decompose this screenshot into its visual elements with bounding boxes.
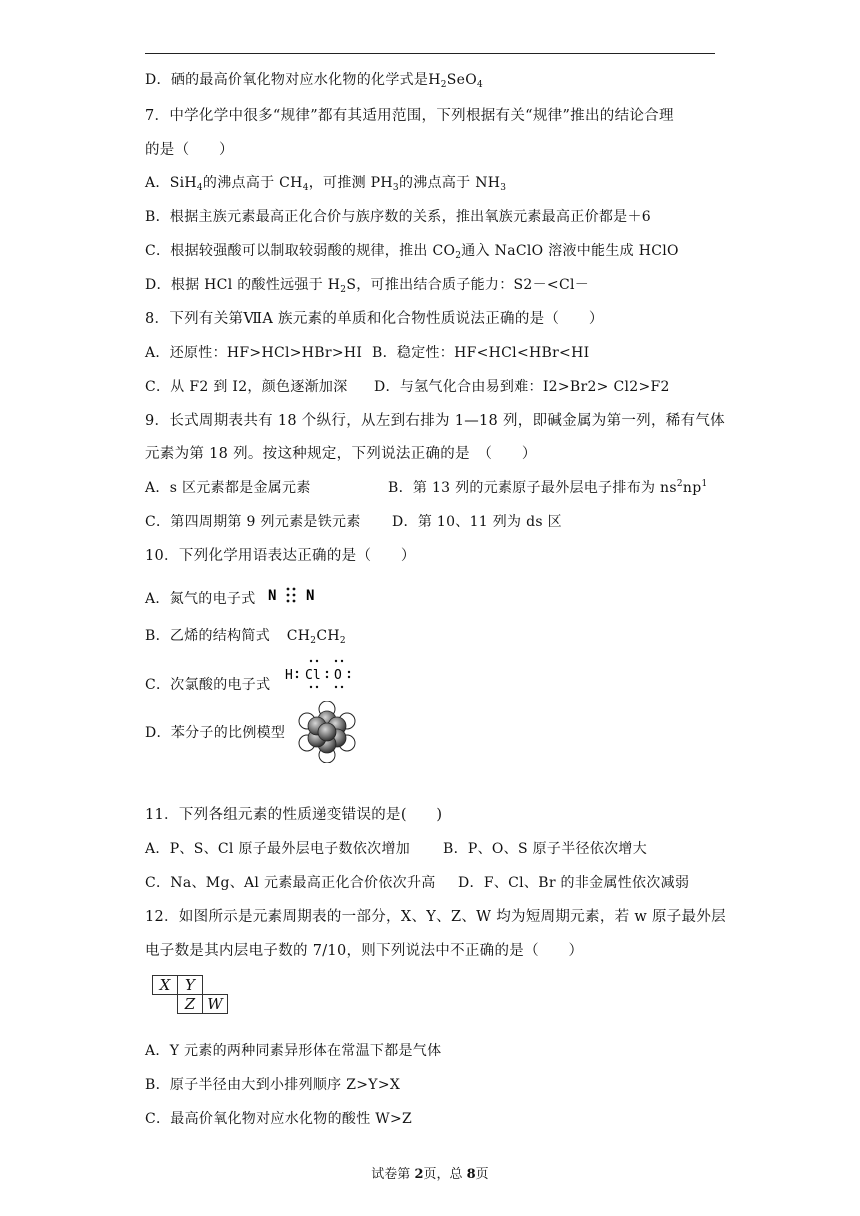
- grid-cell-empty: [203, 976, 228, 995]
- q10-option-c: C．次氯酸的电子式: [145, 677, 271, 693]
- grid-cell-empty: [153, 995, 178, 1014]
- q10-option-d: D．苯分子的比例模型: [145, 725, 286, 741]
- ethylene-formula: $CH_2CH_2$: [286, 628, 346, 646]
- q8-option-b: B．稳定性：HF<HCl<HBr<HI: [372, 345, 590, 361]
- q7-stem-line1: 7．中学化学中很多“规律”都有其适用范围，下列根据有关“规律”推出的结论合理: [145, 108, 674, 124]
- q11-option-c: C．Na、Mg、Al 元素最高正化合价依次升高: [145, 875, 436, 891]
- q8-option-a: A．还原性：HF>HCl>HBr>HI: [145, 345, 363, 361]
- q7-option-a: A．SiH$_4$的沸点高于 $CH_4$，可推测 $PH_3$的沸点高于 $NH_3$: [145, 175, 507, 193]
- q12-stem-line1: 12．如图所示是元素周期表的一部分，X、Y、Z、W 均为短周期元素，若 w 原子最外层: [145, 909, 726, 925]
- q6-option-d: D．硒的最高价氧化物对应水化物的化学式是$H_2SeO_4$: [145, 72, 484, 90]
- electron-formula-o: O: [334, 668, 342, 683]
- q7-option-c: C．根据较强酸可以制取较弱酸的规律，推出 $CO_2$通入 NaClO 溶液中能生成 HClO: [145, 243, 679, 261]
- periodic-grid: [152, 975, 228, 1014]
- grid-cell-y: Y: [178, 976, 203, 995]
- header-rule: [145, 53, 715, 54]
- q9-option-a: A．s 区元素都是金属元素: [145, 480, 311, 496]
- q10-option-b: B．乙烯的结构简式 $CH_2CH_2$: [145, 628, 346, 646]
- benzene-space-filling-model-figure: [296, 701, 358, 763]
- q12-option-b: B．原子半径由大到小排列顺序 Z>Y>X: [145, 1077, 401, 1093]
- q11-option-b: B．P、O、S 原子半径依次增大: [443, 841, 648, 857]
- q9-option-c: C．第四周期第 9 列元素是铁元素: [145, 514, 361, 530]
- q7-stem-line2: 的是（ ）: [145, 142, 234, 158]
- q11-option-d: D．F、Cl、Br 的非金属性依次减弱: [458, 875, 690, 891]
- q8-stem: 8．下列有关第ⅦA 族元素的单质和化合物性质说法正确的是（ ）: [145, 311, 604, 327]
- electron-formula-n-left: N: [268, 588, 277, 604]
- q11-option-a: A．P、S、Cl 原子最外层电子数依次增加: [145, 841, 411, 857]
- electron-formula-n-right: N: [306, 588, 315, 604]
- q9-option-b: B．第 13 列的元素原子最外层电子排布为 $ns^2np^1$: [388, 479, 708, 496]
- q12-stem-line2: 电子数是其内层电子数的 7/10，则下列说法中不正确的是（ ）: [145, 943, 584, 959]
- page-number: 2: [414, 1167, 424, 1182]
- q8-option-d: D．与氢气化合由易到难：I2>Br2> Cl2>F2: [374, 379, 670, 395]
- electron-formula-h: H: [285, 668, 293, 683]
- grid-cell-w: W: [203, 995, 228, 1014]
- q7-option-d: D．根据 HCl 的酸性远强于 $H_2S$，可推出结合质子能力：S2－<Cl－: [145, 277, 590, 295]
- page-footer: 试卷第 2页，总 8页: [371, 1167, 489, 1182]
- q9-stem-line1: 9．长式周期表共有 18 个纵行，从左到右排为 1—18 列，即碱金属为第一列，稀有气体: [145, 413, 725, 429]
- q7-option-b: B．根据主族元素最高正化合价与族序数的关系，推出氧族元素最高正价都是＋6: [145, 209, 651, 225]
- total-pages: 8: [466, 1167, 476, 1182]
- q8-option-c: C．从 F2 到 I2，颜色逐渐加深: [145, 379, 348, 395]
- periodic-table-fragment: [152, 975, 228, 1014]
- q10-option-a: A．氮气的电子式: [145, 591, 256, 607]
- q12-option-c: C．最高价氧化物对应水化物的酸性 W>Z: [145, 1111, 413, 1127]
- q9-stem-line2: 元素为第 18 列。按这种规定，下列说法正确的是 （ ）: [145, 446, 537, 462]
- nitrogen-electron-formula-figure: [266, 583, 324, 607]
- grid-cell-z: Z: [178, 995, 203, 1014]
- q9-option-d: D．第 10、11 列为 ds 区: [392, 514, 562, 530]
- electron-formula-cl: Cl: [305, 668, 321, 683]
- q11-stem: 11．下列各组元素的性质递变错误的是( ): [145, 807, 443, 823]
- hypochlorous-acid-electron-formula-figure: [283, 656, 355, 692]
- q10-stem: 10．下列化学用语表达正确的是（ ）: [145, 548, 416, 564]
- grid-cell-x: X: [153, 976, 178, 995]
- q12-option-a: A．Y 元素的两种同素异形体在常温下都是气体: [145, 1043, 442, 1059]
